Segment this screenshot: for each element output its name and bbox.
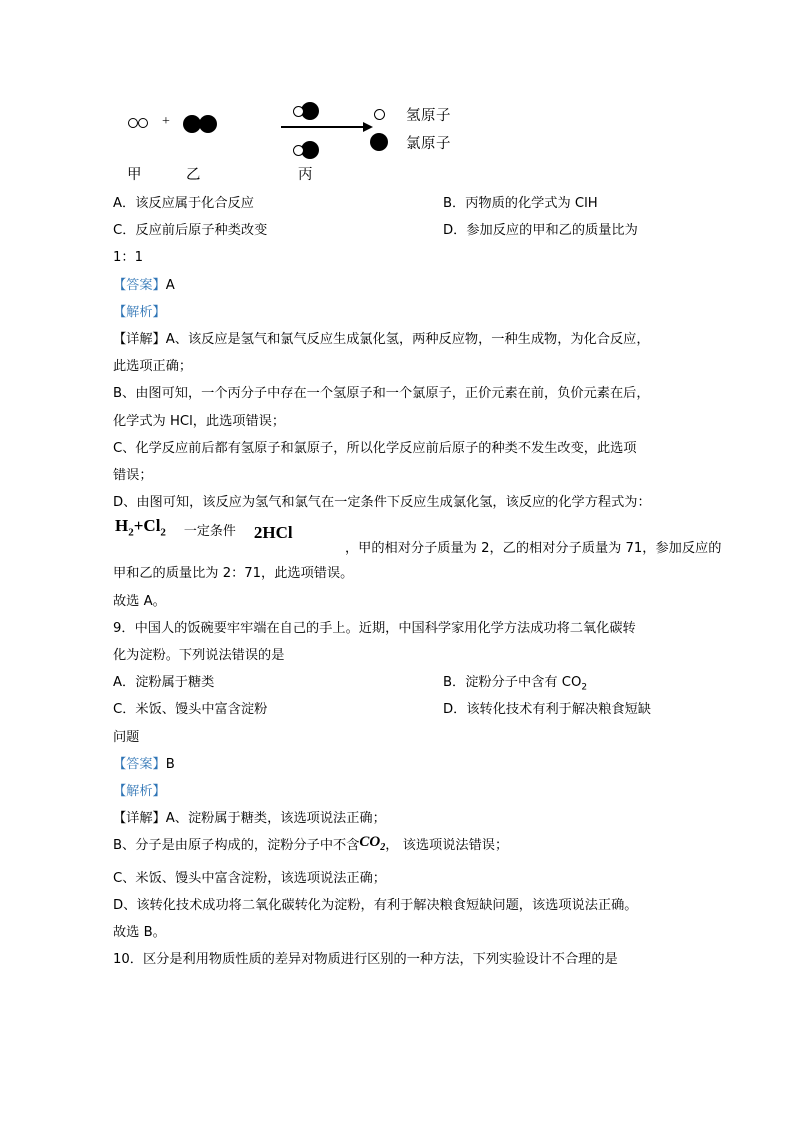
q9-stem-line-2: 化为淀粉。下列说法错误的是 xyxy=(113,648,285,664)
q9-options-row-2 xyxy=(113,696,689,723)
q8-detail-d-tail-cont: 甲和乙的质量比为 2：71，此选项错误。 xyxy=(113,566,354,582)
q9-conclusion: 故选 B。 xyxy=(113,925,166,941)
molecule-hydrogen-chloride-group xyxy=(293,96,353,165)
document-body xyxy=(113,190,722,973)
q9-detail-a-text: A、淀粉属于糖类，该选项说法正确； xyxy=(165,811,386,827)
q8-answer-row xyxy=(113,272,689,299)
legend-item-hydrogen xyxy=(368,100,451,128)
q9-options-row-1 xyxy=(113,669,689,696)
q9-option-b: B．淀粉分子中含有 $CO_2$ xyxy=(443,675,588,693)
q8-detail-a xyxy=(113,326,689,353)
q9-detail-b-pre: B、分子是由原子构成的，淀粉分子中不含 xyxy=(113,838,360,854)
equation-products: 2HCl xyxy=(253,522,293,542)
q8-options-row-2 xyxy=(113,217,689,244)
figure-captions xyxy=(113,163,413,185)
q8-detail-a-cont: 此选项正确； xyxy=(113,359,193,375)
molecule-chlorine xyxy=(183,115,217,133)
q8-detail-d-tail: ，甲的相对分子质量为 2，乙的相对分子质量为 71，参加反应的 xyxy=(345,541,722,557)
q10-stem: 10．区分是利用物质性质的差异对物质进行区别的一种方法，下列实验设计不合理的是 xyxy=(113,952,618,968)
legend-label-hydrogen: 氢原子 xyxy=(406,107,451,124)
filled-circle-icon xyxy=(368,133,390,151)
q9-option-d: D．该转化技术有利于解决粮食短缺 xyxy=(443,702,651,718)
q9-detail-label: 【详解】 xyxy=(113,811,166,827)
legend-label-chlorine: 氯原子 xyxy=(406,135,451,152)
q9-detail-a xyxy=(113,805,689,832)
hollow-circle-icon xyxy=(138,118,148,128)
hollow-circle-icon xyxy=(293,145,304,156)
q9-option-d-continuation: 问题 xyxy=(113,729,140,745)
q9-detail-b-post: ， 该选项说法错误； xyxy=(385,838,509,854)
plus-sign: + xyxy=(162,114,170,129)
co2-formula: $CO_2$ xyxy=(359,834,386,854)
q9-option-c: C．米饭、馒头中富含淀粉 xyxy=(113,702,268,718)
q8-detail-a-text: A、该反应是氢气和氯气反应生成氯化氢，两种反应物，一种生成物，为化合反应， xyxy=(165,331,650,347)
q8-detail-label: 【详解】 xyxy=(113,331,166,347)
chemical-equation-block xyxy=(113,516,722,560)
q9-detail-d: D、该转化技术成功将二氧化碳转化为淀粉，有利于解决粮食短缺问题，该选项说法正确。 xyxy=(113,897,638,913)
caption-product-bing: 丙 xyxy=(298,167,313,183)
q8-option-b: B．丙物质的化学式为 ClH xyxy=(443,196,598,211)
hollow-circle-icon xyxy=(368,109,390,120)
equation-condition-arrow xyxy=(167,520,253,540)
q8-answer-value: A xyxy=(165,277,175,293)
q8-detail-c: C、化学反应前后都有氢原子和氯原子，所以化学反应前后原子的种类不发生改变，此选项 xyxy=(113,440,637,456)
q9-answer-value: B xyxy=(165,756,175,772)
q8-options-row-1 xyxy=(113,190,689,217)
q9-detail-c: C、米饭、馒头中富含淀粉，该选项说法正确； xyxy=(113,870,386,886)
q8-detail-b: B、由图可知，一个丙分子中存在一个氢原子和一个氯原子，正价元素在前，负价元素在后， xyxy=(113,386,650,402)
q8-detail-c-cont: 错误； xyxy=(113,468,153,483)
legend-item-chlorine xyxy=(368,128,451,156)
q9-option-a: A．淀粉属于糖类 xyxy=(113,675,215,691)
figure-legend xyxy=(368,100,451,156)
molecule-hcl xyxy=(293,96,353,126)
caption-reactant-jia: 甲 xyxy=(127,167,142,183)
q8-detail-d: D、由图可知，该反应为氢气和氯气在一定条件下反应生成氯化氢，该反应的化学方程式为： xyxy=(113,495,651,511)
hollow-circle-icon xyxy=(293,106,304,117)
q8-option-d: D．参加反应的甲和乙的质量比为 xyxy=(443,223,638,239)
molecule-hydrogen xyxy=(128,118,148,128)
q8-detail-b-cont: 化学式为 HCl，此选项错误； xyxy=(113,413,286,429)
molecule-hcl xyxy=(293,135,353,165)
q8-analysis-label: 【解析】 xyxy=(113,304,166,320)
q8-option-d-continuation: 1：1 xyxy=(113,250,143,266)
q8-option-a: A．该反应属于化合反应 xyxy=(113,196,254,211)
q8-conclusion: 故选 A。 xyxy=(113,593,166,609)
q9-detail-b xyxy=(113,832,689,864)
q9-answer-label: 【答案】 xyxy=(113,756,166,772)
q8-answer-label: 【答案】 xyxy=(113,277,166,293)
equation-reactants: $H_2+Cl_2$ xyxy=(115,516,166,539)
chemical-equation xyxy=(115,516,293,542)
caption-reactant-yi: 乙 xyxy=(186,167,201,183)
q8-option-c: C．反应前后原子种类改变 xyxy=(113,223,268,239)
hollow-circle-icon xyxy=(128,118,138,128)
filled-circle-icon xyxy=(199,115,217,133)
q9-analysis-label: 【解析】 xyxy=(113,784,166,799)
equation-condition-label: 一定条件 xyxy=(183,523,236,539)
q9-stem-line-1: 9．中国人的饭碗要牢牢端在自己的手上。近期，中国科学家用化学方法成功将二氧化碳转 xyxy=(113,620,636,636)
q9-answer-row xyxy=(113,751,689,778)
